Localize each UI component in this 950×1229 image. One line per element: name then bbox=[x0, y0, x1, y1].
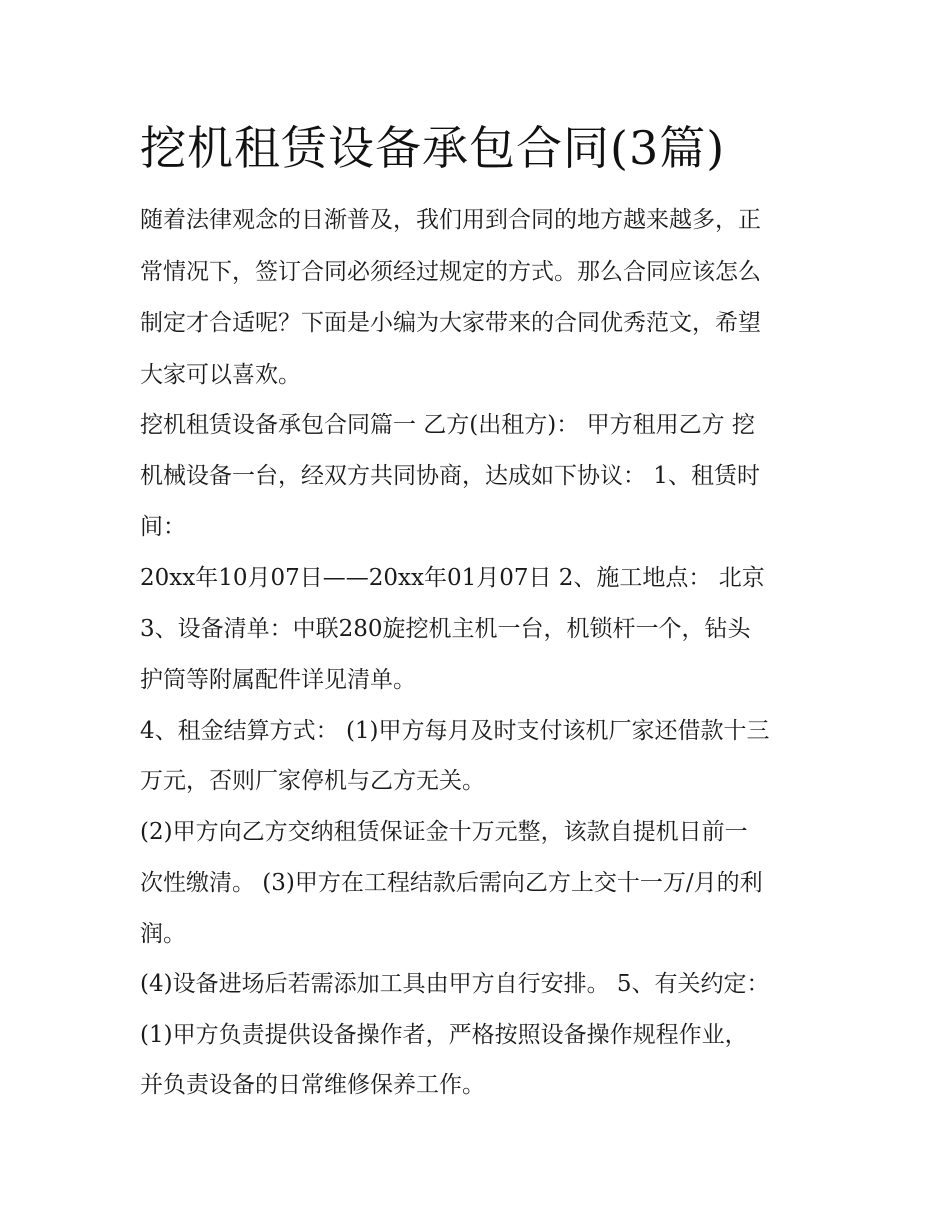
body-line: 制定才合适呢？下面是小编为大家带来的合同优秀范文，希望 bbox=[140, 310, 761, 336]
body-line: 润。 bbox=[140, 921, 186, 947]
document-title: 挖机租赁设备承包合同(3篇) bbox=[140, 121, 726, 175]
body-line: 4、租金结算方式： (1)甲方每月及时支付该机厂家还借款十三 bbox=[140, 718, 770, 744]
body-line: 挖机租赁设备承包合同篇一 乙方(出租方)： 甲方租用乙方 挖 bbox=[140, 412, 755, 438]
body-line: 次性缴清。 (3)甲方在工程结款后需向乙方上交十一万/月的利 bbox=[140, 870, 763, 896]
body-line: 机械设备一台，经双方共同协商，达成如下协议： 1、租赁时 bbox=[140, 463, 760, 489]
body-line: (2)甲方向乙方交纳租赁保证金十万元整，该款自提机日前一 bbox=[140, 819, 748, 845]
body-line: 万元，否则厂家停机与乙方无关。 bbox=[140, 768, 485, 794]
body-line: (4)设备进场后若需添加工具由甲方自行安排。 5、有关约定： bbox=[140, 971, 770, 997]
body-line: 3、设备清单：中联280旋挖机主机一台，机锁杆一个，钻头 bbox=[140, 616, 751, 642]
body-line: 间： bbox=[140, 514, 186, 540]
body-line: 20xx年10月07日——20xx年01月07日 2、施工地点： 北京 bbox=[140, 565, 765, 591]
body-line: 大家可以喜欢。 bbox=[140, 362, 301, 388]
body-line: (1)甲方负责提供设备操作者，严格按照设备操作规程作业， bbox=[140, 1022, 748, 1048]
body-line: 常情况下，签订合同必须经过规定的方式。那么合同应该怎么 bbox=[140, 259, 761, 285]
body-line: 随着法律观念的日渐普及，我们用到合同的地方越来越多，正 bbox=[140, 207, 761, 233]
body-line: 并负责设备的日常维修保养工作。 bbox=[140, 1072, 485, 1098]
body-line: 护筒等附属配件详见清单。 bbox=[140, 667, 416, 693]
